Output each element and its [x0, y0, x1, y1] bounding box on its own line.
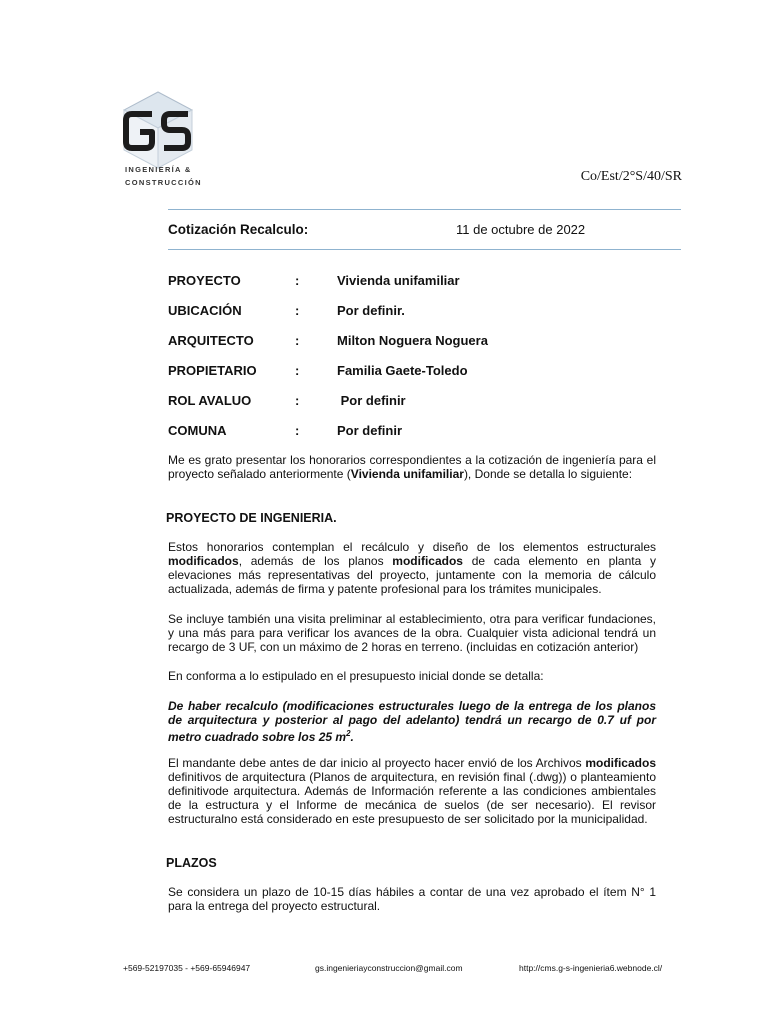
fees-bold: modificados	[392, 554, 463, 568]
intro-paragraph	[168, 453, 656, 481]
fees-paragraph	[168, 540, 656, 596]
top-divider	[168, 209, 681, 210]
logo-text-line1: INGENIERÍA &	[125, 165, 192, 174]
intro-project-name: Vivienda unifamiliar	[350, 467, 464, 481]
fees-text: de cada elemento en planta y elevaciones más representativas del proyecto, juntamente con la memoria de cálculo actualizada, además de firma y patente profesional para los trámites municipales.	[168, 554, 656, 596]
footer-email[interactable]: gs.ingenieriayconstruccion@gmail.com	[315, 963, 463, 973]
budget-paragraph: En conforma a lo estipulado en el presupuesto inicial donde se detalla:	[168, 669, 544, 683]
surcharge-text: De haber recalculo (modificaciones estructurales luego de la entrega de los planos de arquitectura y posterior al pago del adelanto) tendrá un recargo de 0.7 uf por metro cuadrado sobre los 25 m	[168, 699, 656, 744]
field-value: Por definir.	[337, 303, 405, 318]
fees-text: Estos honorarios contemplan el recálculo y diseño de los elementos estructurales	[168, 540, 656, 554]
quote-title: Cotización Recalculo:	[168, 222, 309, 237]
requirements-bold: modificados	[585, 756, 656, 770]
requirements-text: definitivos de arquitectura (Planos de arquitectura, en revisión final (.dwg)) o planteamiento definitivode arquitectura. Además de Información referente a las condiciones ambientales de la estructura y el Informe de mecánica de suelos (de ser necesario). El revisor estructuralno está considerado en este presupuesto de ser solicitado por la municipalidad.	[168, 770, 656, 826]
field-label: PROYECTO	[168, 273, 241, 288]
intro-text: Me es grato presentar los honorarios correspondientes a la cotización de ingeniería para el proyecto señalado anteriormente (	[168, 453, 656, 481]
company-logo	[118, 90, 198, 170]
section-heading-proyecto-ingenieria: PROYECTO DE INGENIERIA.	[166, 511, 337, 525]
field-value: Por definir	[337, 393, 406, 408]
logo-text-line2: CONSTRUCCIÓN	[125, 178, 202, 187]
surcharge-period: .	[350, 730, 354, 744]
quote-date: 11 de octubre de 2022	[456, 222, 586, 237]
requirements-text: El mandante debe antes de dar inicio al proyecto hacer envió de los Archivos	[168, 756, 586, 770]
deadline-paragraph: Se considera un plazo de 10-15 días hábiles a contar de una vez aprobado el ítem N° 1 para la entrega del proyecto estructural.	[168, 885, 656, 913]
field-separator: :	[295, 363, 300, 378]
field-separator: :	[295, 333, 300, 348]
field-label: COMUNA	[168, 423, 227, 438]
surcharge-superscript: 2	[346, 729, 351, 738]
client-requirements-paragraph	[168, 756, 656, 826]
field-label: ARQUITECTO	[168, 333, 254, 348]
visits-paragraph: Se incluye también una visita preliminar al establecimiento, otra para verificar fundaciones, y una más para para verificar los avances de la obra. Cualquier vista adicional tendrá un recargo de 3 UF, con un máximo de 2 horas en terreno. (incluidas en cotización anterior)	[168, 612, 656, 654]
field-label: PROPIETARIO	[168, 363, 257, 378]
field-value: Milton Noguera Noguera	[337, 333, 488, 348]
field-value: Familia Gaete-Toledo	[337, 363, 468, 378]
field-label: UBICACIÓN	[168, 303, 242, 318]
section-heading-plazos: PLAZOS	[166, 856, 217, 870]
field-separator: :	[295, 273, 300, 288]
reference-code: Co/Est/2°S/40/SR	[580, 169, 682, 184]
field-separator: :	[295, 303, 300, 318]
field-value: Vivienda unifamiliar	[337, 273, 460, 288]
intro-text-end: ), Donde se detalla lo siguiente:	[463, 467, 633, 481]
bottom-divider	[168, 249, 681, 250]
field-value: Por definir	[337, 423, 403, 438]
fees-text: , además de los planos	[238, 554, 393, 568]
field-label: ROL AVALUO	[168, 393, 252, 408]
field-separator: :	[295, 423, 300, 438]
fees-bold: modificados	[168, 554, 239, 568]
footer-website-link[interactable]: http://cms.g-s-ingenieria6.webnode.cl/	[519, 963, 663, 973]
field-separator: :	[295, 393, 300, 408]
footer-phones: +569-52197035 - +569-65946947	[123, 963, 251, 973]
recalc-surcharge-paragraph	[168, 699, 656, 744]
